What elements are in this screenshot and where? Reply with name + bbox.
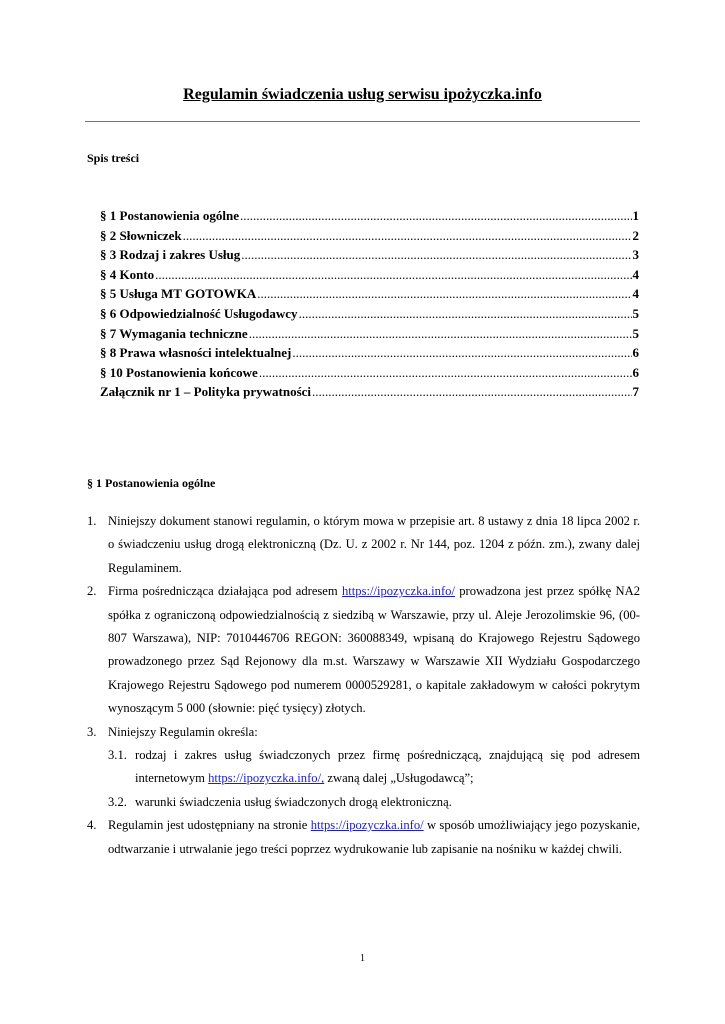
paragraph-text: warunki świadczenia usług świadczonych drogą elektroniczną. [135, 794, 452, 809]
toc-entry-page: 2 [632, 227, 639, 243]
section-body [87, 510, 640, 861]
list-number: 4. [87, 818, 97, 833]
toc-entry-page: 1 [632, 208, 639, 223]
toc-leader-dots [155, 267, 631, 283]
toc-entry-page: 4 [632, 266, 639, 282]
toc-leader-dots [241, 247, 631, 263]
toc-entry-page: 6 [632, 364, 639, 380]
toc-entry-label: § 3 Rodzaj i zakres Usług [100, 247, 241, 263]
toc-entry[interactable] [100, 384, 639, 404]
toc-entry-label: § 10 Postanowienia końcowe [100, 364, 258, 380]
toc-entry[interactable] [100, 345, 639, 365]
toc-entry-label: Załącznik nr 1 – Polityka prywatności [100, 384, 312, 400]
list-number: 1. [87, 514, 97, 528]
toc-heading: Spis treści [87, 151, 140, 165]
toc-entry[interactable] [100, 267, 639, 287]
toc-entry-page: 6 [632, 345, 639, 361]
toc-entry-label: § 2 Słowniczek [100, 227, 182, 243]
toc-entry[interactable] [100, 228, 639, 248]
section-heading: § 1 Postanowienia ogólne [87, 476, 216, 490]
sub-list-item [108, 744, 640, 791]
toc-entry-label: § 1 Postanowienia ogólne [100, 208, 240, 223]
list-number: 3.1. [108, 748, 127, 763]
text-run: Regulamin jest udostępniany na stronie [108, 818, 311, 833]
toc-leader-dots [292, 345, 631, 361]
list-item [87, 721, 640, 744]
table-of-contents [100, 208, 639, 404]
toc-entry[interactable] [100, 365, 639, 385]
toc-leader-dots [257, 286, 631, 302]
text-run: w sposób umożliwiający jego pozyskanie, odtwarzanie i utrwalanie jego treści poprzez wydrukowanie lub zapisanie na nośniku w każdej chwili. [108, 818, 640, 856]
toc-entry[interactable] [100, 306, 639, 326]
site-link[interactable]: https://ipozyczka.info/ [341, 584, 455, 599]
toc-leader-dots [183, 228, 632, 244]
text-run: rodzaj i zakres usług świadczonych przez firmę pośredniczącą, znajdującą się pod adresem internetowym [135, 748, 640, 786]
text-run: prowadzona jest przez spółkę NA2 spółka z ograniczoną odpowiedzialnością z siedzibą w Warszawie, przy ul. Aleje Jerozolimskie 96, (00-807 Warszawa), NIP: 7010446706 REGON: 360088349, wpisaną do Krajowego Rejestru Sądowego prowadzonego przez Sąd Rejonowy dla m.st. Warszawy w Warszawie XII Wydziału Gospodarczego Krajowego Rejestru Sądowego pod numerem 0000529281, o kapitale zakładowym w całości pokrytym wynoszącym 5 000 (słownie: pięć tysięcy) złotych. [108, 584, 641, 716]
site-link[interactable]: https://ipozyczka.info/ [310, 818, 424, 833]
list-item [87, 814, 640, 861]
paragraph-text: Niniejszy dokument stanowi regulamin, o którym mowa w przepisie art. 8 ustawy z dnia 18 lipca 2002 r. o świadczeniu usług drogą elektroniczną (Dz. U. z 2002 r. Nr 144, poz. 1204 z późn. zm.), zwany dalej Regulaminem. [108, 514, 640, 575]
toc-entry-label: § 8 Prawa własności intelektualnej [100, 345, 292, 361]
list-item [87, 580, 640, 720]
list-number: 3. [87, 724, 97, 739]
toc-entry[interactable] [100, 286, 639, 306]
toc-entry[interactable] [100, 247, 639, 267]
sub-list-item [108, 791, 640, 814]
list-number: 2. [87, 584, 97, 599]
toc-entry-page: 7 [632, 384, 639, 400]
site-link[interactable]: https://ipozyczka.info/, [208, 771, 325, 786]
toc-entry-page: 5 [632, 305, 639, 321]
toc-leader-dots [259, 365, 632, 381]
page-number: 1 [360, 953, 365, 964]
text-run: zwaną dalej „Usługodawcą”; [324, 771, 474, 786]
toc-entry[interactable] [100, 326, 639, 346]
list-item [87, 510, 640, 580]
toc-entry-page: 5 [632, 325, 639, 341]
paragraph-text [108, 814, 640, 861]
toc-entry-label: § 7 Wymagania techniczne [100, 325, 248, 341]
toc-entry-label: § 4 Konto [100, 266, 155, 282]
toc-entry[interactable] [100, 208, 639, 228]
paragraph-text [135, 744, 640, 791]
text-run: Firma pośrednicząca działająca pod adresem [108, 584, 342, 599]
toc-entry-page: 4 [632, 286, 639, 302]
document-title: Regulamin świadczenia usług serwisu ipożyczka.info [183, 86, 542, 103]
toc-leader-dots [312, 384, 631, 400]
list-number: 3.2. [108, 794, 127, 809]
toc-entry-page: 3 [632, 247, 639, 263]
toc-entry-label: § 6 Odpowiedzialność Usługodawcy [100, 305, 298, 321]
toc-leader-dots [249, 326, 632, 342]
toc-leader-dots [299, 306, 632, 322]
toc-entry-label: § 5 Usługa MT GOTOWKA [100, 286, 257, 302]
paragraph-text [108, 580, 640, 720]
paragraph-text: Niniejszy Regulamin określa: [108, 724, 258, 739]
title-divider [85, 121, 640, 122]
toc-leader-dots [240, 208, 631, 224]
